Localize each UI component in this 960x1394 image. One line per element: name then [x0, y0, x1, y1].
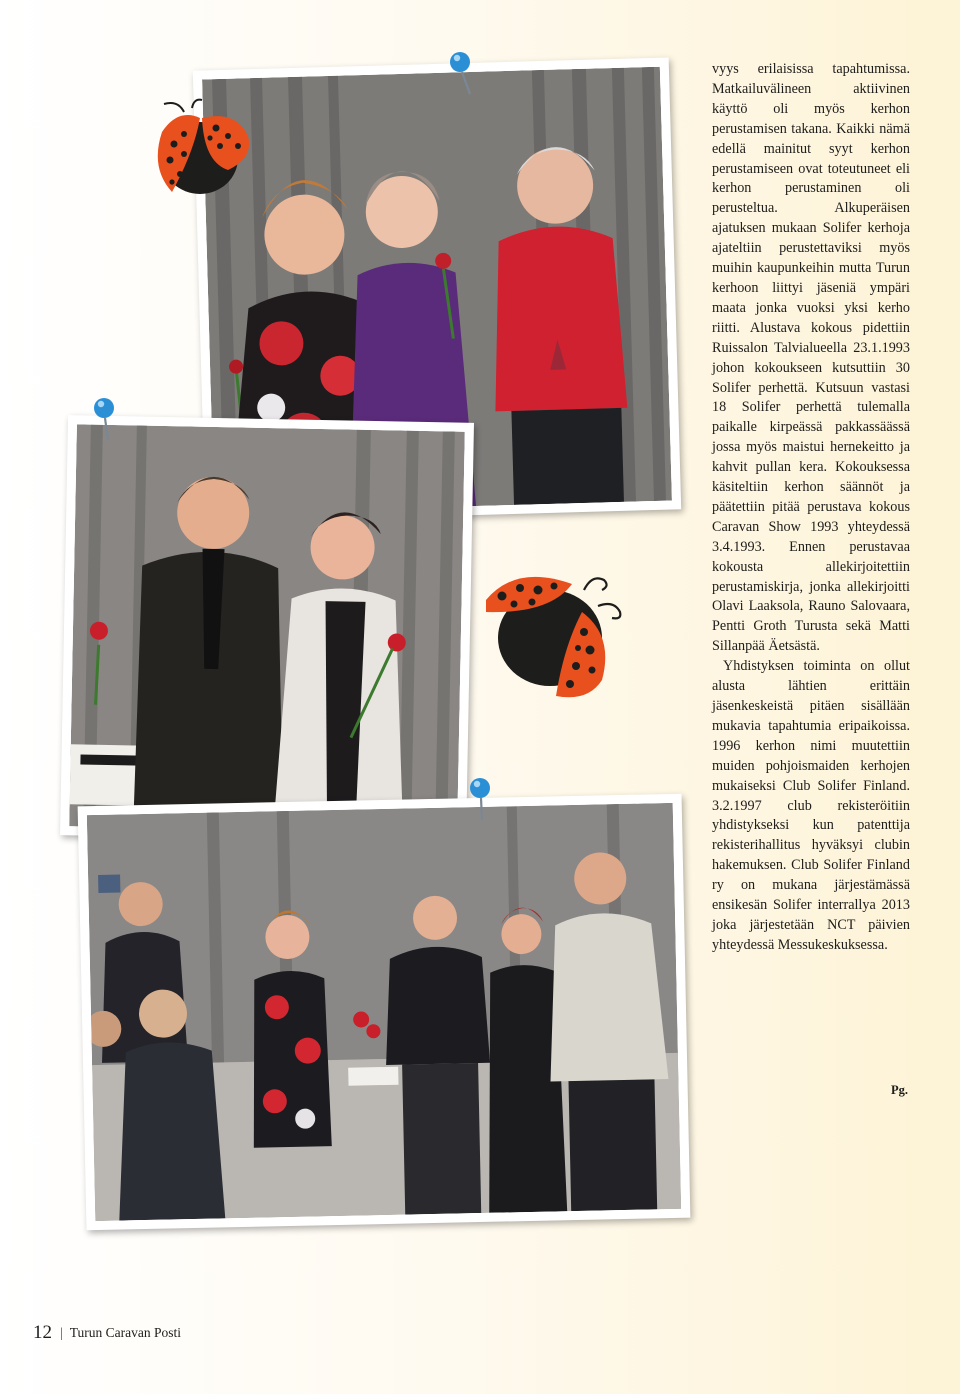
push-pin-icon	[466, 776, 496, 822]
ladybug-icon	[478, 560, 630, 710]
photo-3-image	[87, 803, 681, 1221]
article-body	[712, 60, 910, 956]
push-pin-icon	[448, 50, 478, 96]
article-paragraph: vyys erilaisissa tapahtumissa. Matkailuvälineen aktiivinen käyttö oli myös kerhon perustamisen takana. Kaikki nämä edellä mainitut syyt kerhon perustamiseen ovat toteutuneet eli kerhon perustaminen oli perusteltua. Alkuperäisen ajatuksen mukaan Solifer kerhoja ajateltiin perustettaviksi myös muihin kaupunkeihin mutta Turun kerhoon liittyi jäseniä ympäri maata jonka vuoksi yksi kerho riitti. Alustava kokous pidettiin Ruissalon Talvialueella 23.1.1993 johon kokoukseen kutsuttiin 30 Solifer perhettä. Kutsuun vastasi 18 Solifer perhettä tulemalla paikalle kirpeässä pakkassäässä jossa myös maistui hernekeitto ja kahvit pullan kera. Kokouksessa käsiteltiin kerhon säännöt ja päätettiin pitää perustava kokous Caravan Show 1993 yhteydessä 3.4.1993. Ennen perustavaa kokousta allekirjoitettiin perustamiskirja, jonka allekirjoitti Olavi Laaksola, Rauno Salovaara, Pentti Groth Turusta sekä Matti Sillanpää Äetsästä.	[712, 61, 910, 655]
page-number: 12	[33, 1322, 52, 1343]
photo-2-image	[69, 424, 465, 833]
photo-man-and-woman-with-rose	[60, 415, 474, 843]
photo-group-of-members	[78, 794, 691, 1231]
article-paragraph: Yhdistyksen toiminta on ollut alusta lähtien erittäin jäsenkeskeistä pitäen sisällään mukavia tapahtumia eripaikoissa. 1996 kerhon nimi muutettiin muiden pohjoismaiden kerhojen mukaiseksi Club Solifer Finland. 3.2.1997 club rekisteröitiin yhdistykseksi kun patenttija rekisterihallitus hyväksyi clubin hakemuksen. Club Solifer Finland ry on mukana järjestämässä ensikesän Solifer interrallya 2013 joka järjestetään NCT päivien yhteydessä Messukeskuksessa.	[712, 658, 910, 953]
footer-separator: |	[60, 1325, 63, 1340]
author-signature: Pg.	[890, 1083, 908, 1097]
page-footer	[33, 1322, 181, 1344]
push-pin-icon	[90, 396, 120, 442]
publication-name: Turun Caravan Posti	[69, 1325, 181, 1340]
ladybug-icon	[148, 98, 252, 208]
